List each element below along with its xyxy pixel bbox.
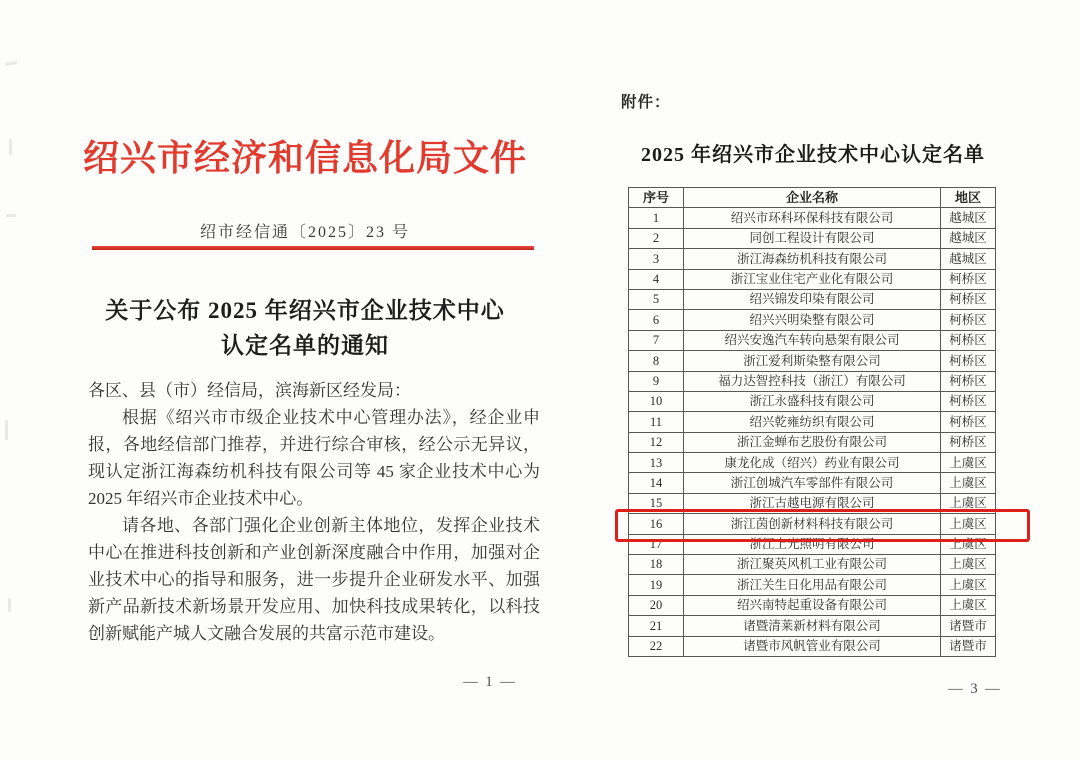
salutation: 各区、县（市）经信局，滨海新区经发局： bbox=[88, 381, 411, 400]
cell-company-name: 浙江聚英风机工业有限公司 bbox=[684, 555, 941, 575]
cell-company-name: 绍兴锦发印染有限公司 bbox=[684, 289, 941, 309]
column-header-company-name: 企业名称 bbox=[684, 188, 941, 208]
table-row bbox=[629, 330, 996, 350]
table-row bbox=[629, 555, 996, 575]
attachment-label: 附件： bbox=[621, 94, 671, 111]
table-row bbox=[629, 412, 996, 432]
table-row bbox=[629, 371, 996, 391]
cell-company-name: 绍兴安逸汽车转向悬架有限公司 bbox=[684, 330, 941, 350]
table-row bbox=[629, 351, 996, 371]
table-row bbox=[629, 269, 996, 289]
cell-index: 4 bbox=[629, 269, 684, 289]
agency-letterhead-title: 绍兴市经济和信息化局文件 bbox=[82, 138, 527, 178]
cell-index: 5 bbox=[629, 289, 684, 309]
cell-company-name: 浙江茵创新材料科技有限公司 bbox=[684, 514, 941, 534]
cell-district: 诸暨市 bbox=[941, 616, 996, 636]
company-table bbox=[628, 187, 996, 657]
cell-district: 诸暨市 bbox=[941, 636, 996, 656]
cell-district: 上虞区 bbox=[941, 453, 996, 473]
table-header-row bbox=[629, 188, 996, 208]
cell-index: 22 bbox=[629, 636, 684, 656]
cell-company-name: 浙江永盛科技有限公司 bbox=[684, 391, 941, 411]
document-reference-number: 绍市经信通〔2025〕23 号 bbox=[199, 224, 410, 241]
cell-index: 7 bbox=[629, 330, 684, 350]
cell-index: 3 bbox=[629, 249, 684, 269]
scan-artifact bbox=[5, 420, 8, 440]
table-row bbox=[629, 228, 996, 248]
scan-artifact bbox=[8, 598, 11, 612]
column-header-district: 地区 bbox=[941, 188, 996, 208]
cell-district: 柯桥区 bbox=[941, 371, 996, 391]
cell-district: 上虞区 bbox=[941, 493, 996, 513]
cell-company-name: 浙江关生日化用品有限公司 bbox=[684, 575, 941, 595]
table-row bbox=[629, 595, 996, 615]
row-16-highlight-box bbox=[615, 509, 1030, 542]
cell-index: 11 bbox=[629, 412, 684, 432]
notice-body bbox=[88, 377, 540, 647]
cell-company-name: 浙江古越电源有限公司 bbox=[684, 493, 941, 513]
attachment-table-title: 2025 年绍兴市企业技术中心认定名单 bbox=[641, 144, 985, 166]
cell-company-name: 绍兴兴明染整有限公司 bbox=[684, 310, 941, 330]
cell-district: 上虞区 bbox=[941, 595, 996, 615]
cell-company-name: 浙江海森纺机科技有限公司 bbox=[684, 249, 941, 269]
cell-district: 上虞区 bbox=[941, 575, 996, 595]
table-row bbox=[629, 310, 996, 330]
cell-company-name: 绍兴市环科环保科技有限公司 bbox=[684, 208, 941, 228]
table-row bbox=[629, 616, 996, 636]
body-paragraph-1: 根据《绍兴市市级企业技术中心管理办法》，经企业申报，各地经信部门推荐，并进行综合审核，经公示无异议，现认定浙江海森纺机科技有限公司等 45 家企业技术中心为 2025 年绍兴市企业技术中心。 bbox=[88, 408, 540, 508]
cell-index: 2 bbox=[629, 228, 684, 248]
table-row bbox=[629, 289, 996, 309]
table-row bbox=[629, 208, 996, 228]
column-header-index: 序号 bbox=[629, 188, 684, 208]
cell-district: 柯桥区 bbox=[941, 289, 996, 309]
cell-district: 上虞区 bbox=[941, 555, 996, 575]
cell-index: 16 bbox=[629, 514, 684, 534]
cell-district: 柯桥区 bbox=[941, 310, 996, 330]
cell-index: 14 bbox=[629, 473, 684, 493]
table-row bbox=[629, 636, 996, 656]
cell-index: 13 bbox=[629, 453, 684, 473]
cell-district: 柯桥区 bbox=[941, 269, 996, 289]
cell-company-name: 福力达智控科技（浙江）有限公司 bbox=[684, 371, 941, 391]
table-row bbox=[629, 453, 996, 473]
notice-title-line1: 关于公布 2025 年绍兴市企业技术中心 bbox=[105, 298, 505, 323]
table-row bbox=[629, 432, 996, 452]
cell-company-name: 绍兴乾雍纺织有限公司 bbox=[684, 412, 941, 432]
notice-title bbox=[75, 293, 535, 363]
cell-district: 上虞区 bbox=[941, 473, 996, 493]
scan-artifact bbox=[9, 139, 12, 155]
cell-company-name: 绍兴南特起重设备有限公司 bbox=[684, 595, 941, 615]
cell-index: 20 bbox=[629, 595, 684, 615]
cell-district: 柯桥区 bbox=[941, 432, 996, 452]
cell-company-name: 诸暨市风帆管业有限公司 bbox=[684, 636, 941, 656]
scan-artifact bbox=[6, 214, 16, 217]
cell-company-name: 浙江宝业住宅产业化有限公司 bbox=[684, 269, 941, 289]
cell-company-name: 浙江金蝉布艺股份有限公司 bbox=[684, 432, 941, 452]
cell-district: 上虞区 bbox=[941, 514, 996, 534]
cell-index: 10 bbox=[629, 391, 684, 411]
cell-index: 6 bbox=[629, 310, 684, 330]
cell-index: 8 bbox=[629, 351, 684, 371]
cell-district: 上虞区 bbox=[941, 534, 996, 554]
cell-index: 17 bbox=[629, 534, 684, 554]
cell-index: 12 bbox=[629, 432, 684, 452]
table-row bbox=[629, 249, 996, 269]
cell-district: 柯桥区 bbox=[941, 412, 996, 432]
cell-index: 18 bbox=[629, 555, 684, 575]
company-table-body bbox=[629, 208, 996, 657]
cell-index: 21 bbox=[629, 616, 684, 636]
cell-company-name: 诸暨清莱新材料有限公司 bbox=[684, 616, 941, 636]
cell-district: 柯桥区 bbox=[941, 330, 996, 350]
table-row bbox=[629, 391, 996, 411]
cell-district: 越城区 bbox=[941, 228, 996, 248]
cell-index: 9 bbox=[629, 371, 684, 391]
cell-company-name: 浙江创城汽车零部件有限公司 bbox=[684, 473, 941, 493]
cell-district: 越城区 bbox=[941, 208, 996, 228]
table-row bbox=[629, 575, 996, 595]
right-page-number: — 3 — bbox=[948, 681, 1002, 697]
left-page-number: — 1 — bbox=[463, 674, 517, 690]
cell-company-name: 浙江上光照明有限公司 bbox=[684, 534, 941, 554]
cell-index: 15 bbox=[629, 493, 684, 513]
cell-index: 1 bbox=[629, 208, 684, 228]
letterhead-red-rule bbox=[92, 246, 534, 250]
cell-index: 19 bbox=[629, 575, 684, 595]
cell-district: 柯桥区 bbox=[941, 391, 996, 411]
body-paragraph-2: 请各地、各部门强化企业创新主体地位，发挥企业技术中心在推进科技创新和产业创新深度融合中作用，加强对企业技术中心的指导和服务，进一步提升企业研发水平、加强新产品新技术新场景开发应用、加快科技成果转化，以科技创新赋能产城人文融合发展的共富示范市建设。 bbox=[88, 516, 540, 643]
cell-company-name: 同创工程设计有限公司 bbox=[684, 228, 941, 248]
cell-company-name: 浙江爱利斯染整有限公司 bbox=[684, 351, 941, 371]
cell-district: 柯桥区 bbox=[941, 351, 996, 371]
notice-title-line2: 认定名单的通知 bbox=[221, 333, 389, 358]
scan-artifact bbox=[5, 61, 17, 66]
cell-district: 越城区 bbox=[941, 249, 996, 269]
cell-company-name: 康龙化成（绍兴）药业有限公司 bbox=[684, 453, 941, 473]
table-row bbox=[629, 473, 996, 493]
